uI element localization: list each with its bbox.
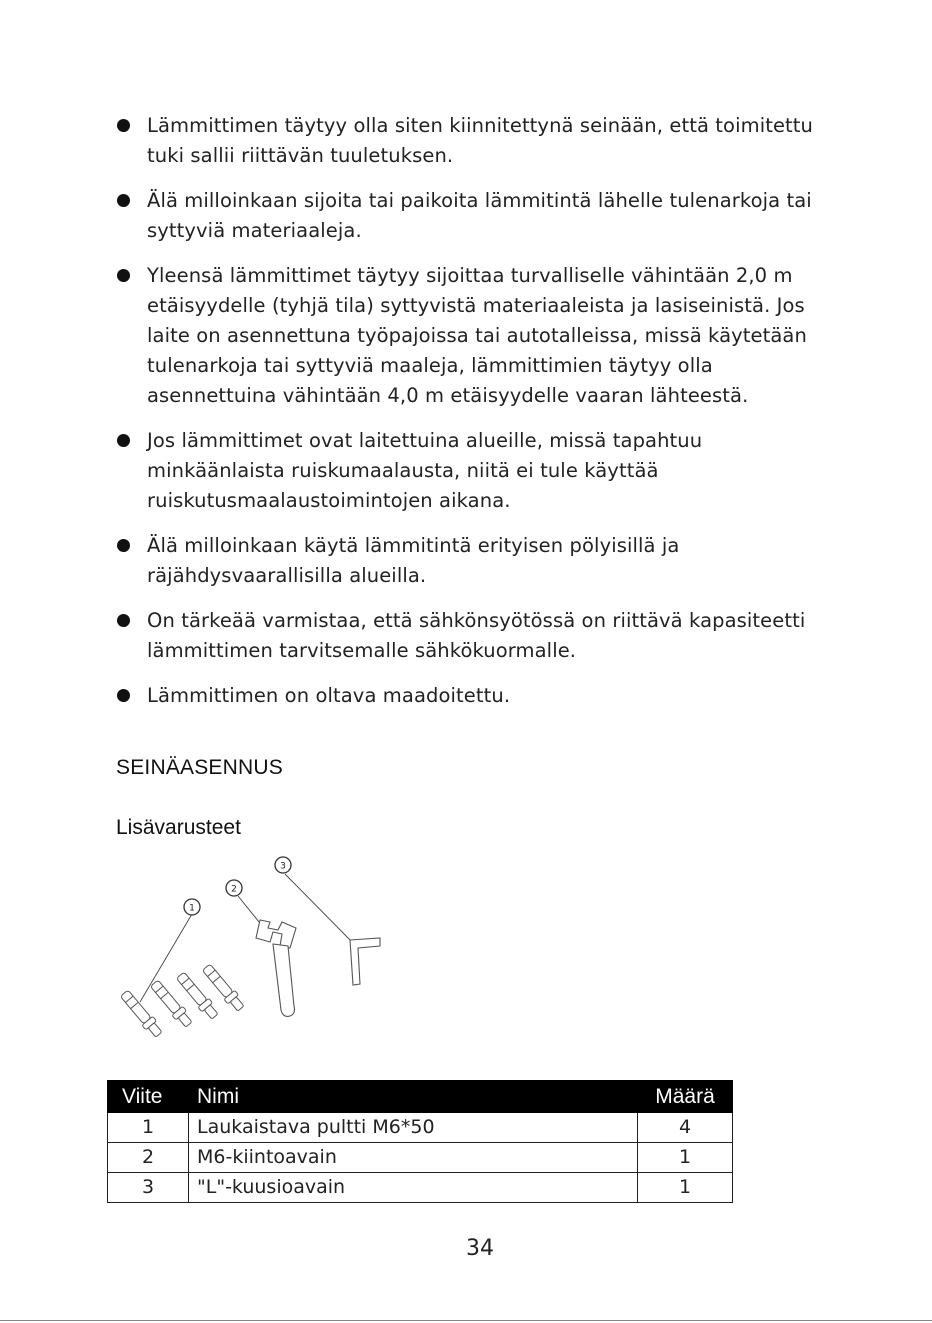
- table-row: [108, 1143, 733, 1173]
- bullet-item: [115, 426, 815, 516]
- bullet-item: [115, 681, 815, 711]
- wrench-icon: [256, 920, 296, 1016]
- bullet-item: [115, 606, 815, 666]
- callout-2-label: 2: [231, 884, 237, 895]
- callout-3-label: 3: [280, 861, 286, 872]
- cell-reference: 3: [108, 1173, 189, 1203]
- bullet-text: Älä milloinkaan käytä lämmitintä erityisen pölyisillä ja räjähdysvaarallisilla alueilla.: [147, 534, 680, 587]
- page-number: 34: [466, 1236, 494, 1261]
- cell-reference: 1: [108, 1113, 189, 1143]
- bullet-item: [115, 186, 815, 246]
- bullet-dot-icon: [117, 614, 130, 627]
- expansion-bolt-icon: [119, 963, 246, 1039]
- cell-quantity: 1: [638, 1143, 733, 1173]
- bullet-dot-icon: [117, 434, 130, 447]
- callout-1-label: 1: [189, 903, 195, 914]
- cell-name: Laukaistava pultti M6*50: [189, 1113, 638, 1143]
- bullet-item: [115, 531, 815, 591]
- column-header-reference: Viite: [108, 1081, 189, 1113]
- cell-reference: 2: [108, 1143, 189, 1173]
- bullet-dot-icon: [117, 689, 130, 702]
- accessories-heading: Lisävarusteet: [116, 816, 241, 839]
- parts-table: [107, 1080, 733, 1203]
- table-row: [108, 1113, 733, 1143]
- callout-1-icon: [184, 899, 200, 915]
- hex-key-icon: [350, 938, 380, 985]
- bullet-text: Lämmittimen täytyy olla siten kiinnitettynä seinään, että toimitettu tuki sallii riittävän tuuletuksen.: [147, 114, 814, 167]
- bullet-text: On tärkeää varmistaa, että sähkönsyötössä on riittävä kapasiteetti lämmittimen tarvitsemalle sähkökuormalle.: [147, 609, 806, 662]
- accessories-illustration: [110, 850, 400, 1050]
- cell-name: "L"-kuusioavain: [189, 1173, 638, 1203]
- bullet-text: Lämmittimen on oltava maadoitettu.: [147, 684, 511, 707]
- bullet-item: [115, 111, 815, 171]
- cell-quantity: 1: [638, 1173, 733, 1203]
- column-header-name: Nimi: [189, 1081, 638, 1113]
- cell-quantity: 4: [638, 1113, 733, 1143]
- bullet-text: Yleensä lämmittimet täytyy sijoittaa turvalliselle vähintään 2,0 m etäisyydelle (tyhjä tila) syttyvistä materiaaleista ja lasiseinistä. Jos laite on asennettuna työpajoissa tai autotalleissa, missä käytetään tulenarkoja tai syttyviä maaleja, lämmittimien täytyy olla asennettuina vähintään 4,0 m etäisyydelle vaaran lähteestä.: [147, 264, 807, 407]
- table-header-row: [108, 1081, 733, 1113]
- callout-2-icon: [226, 880, 242, 896]
- bullet-dot-icon: [117, 119, 130, 132]
- bullet-dot-icon: [117, 194, 130, 207]
- table-row: [108, 1173, 733, 1203]
- bullet-dot-icon: [117, 269, 130, 282]
- safety-bullet-list: [115, 111, 815, 726]
- column-header-quantity: Määrä: [638, 1081, 733, 1113]
- bottom-divider: [0, 1320, 932, 1321]
- bullet-text: Älä milloinkaan sijoita tai paikoita lämmitintä lähelle tulenarkoja tai syttyviä materiaaleja.: [147, 189, 812, 242]
- callout-3-icon: [275, 857, 291, 873]
- cell-name: M6-kiintoavain: [189, 1143, 638, 1173]
- bullet-item: [115, 261, 815, 411]
- section-heading: SEINÄASENNUS: [116, 756, 283, 779]
- bullet-dot-icon: [117, 539, 130, 552]
- bullet-text: Jos lämmittimet ovat laitettuina alueille, missä tapahtuu minkäänlaista ruiskumaalausta, niitä ei tule käyttää ruiskutusmaalaustoimintojen aikana.: [147, 429, 703, 512]
